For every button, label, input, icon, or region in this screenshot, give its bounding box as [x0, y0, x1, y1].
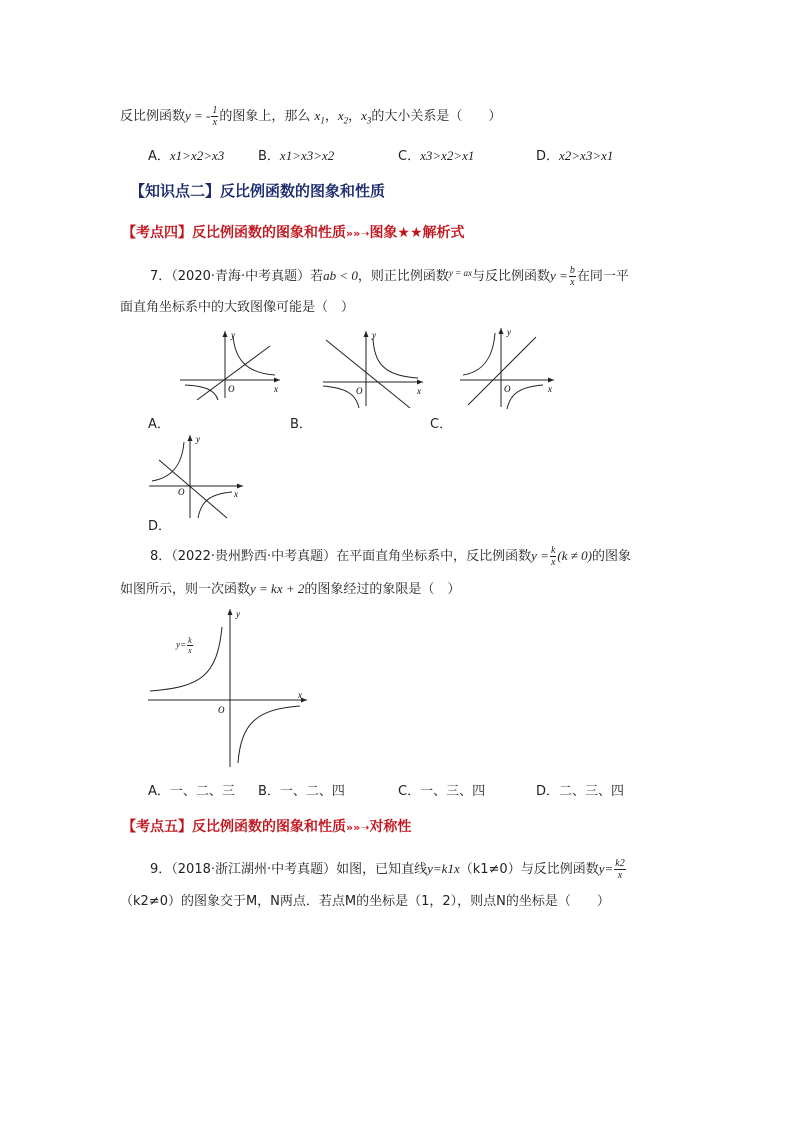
q7d-y-arrow — [188, 435, 193, 441]
q6-func-lhs: y = - — [185, 108, 211, 123]
q8-option-c[interactable]: C．一、三、四 — [398, 784, 486, 799]
q7-option-b[interactable]: B． — [290, 417, 312, 432]
q7c-y-arrow — [499, 328, 504, 334]
q6-stem: 反比例函数y = - $\frac{1}{x}$ 的图象上，那么 $x_1$，$x_2$，$x_3$的大小关系是（ ） — [120, 105, 502, 128]
q7a-y-arrow — [223, 331, 228, 337]
q7b-curve-2 — [323, 386, 359, 408]
q8-stem-line1: 8．（2022·贵州黔西·中考真题）在平面直角坐标系中，反比例函数y = $\frac{k}{x}$ (k ≠ 0)的图象 — [150, 545, 631, 568]
section-title-2: 【知识点二】反比例函数的图象和性质 — [130, 182, 386, 200]
q7a-y-label: y — [231, 330, 235, 340]
q7b-curve-1 — [373, 338, 418, 378]
q7-stem-line1: 7．（2020·青海·中考真题）若ab < 0，则正比例函数$^{y = ax}$与反比例函数y = $\frac{b}{x}$ 在同一平 — [150, 265, 629, 288]
q7a-x-arrow — [274, 378, 280, 383]
q7b-line — [326, 340, 410, 408]
q8-origin-label: O — [218, 705, 225, 715]
q9-stem-line1: 9．（2018·浙江湖州·中考真题）如图，已知直线y=k1x（k1≠0）与反比例函数y= $\frac{k2}{x}$ — [150, 858, 625, 881]
q7a-curve-2 — [185, 385, 218, 400]
q8-curve-quadrant-4 — [238, 706, 300, 763]
q7c-y-label: y — [507, 327, 511, 337]
q7c-curve-2 — [507, 385, 543, 409]
q7d-x-arrow — [237, 484, 243, 489]
q7-graph-d — [147, 432, 247, 520]
q7c-x-label: x — [548, 384, 552, 394]
q6-option-c[interactable]: C．x3>x2>x1 — [398, 148, 475, 164]
q7c-curve-1 — [463, 333, 495, 375]
q6-option-a[interactable]: A．x1>x2>x3 — [148, 148, 225, 164]
q8-y-arrow — [228, 609, 233, 615]
q8-stem-line2: 如图所示，则一次函数y = kx + 2的图象经过的象限是（ ） — [120, 581, 461, 597]
q7b-y-arrow — [364, 331, 369, 337]
q8-option-a[interactable]: A．一、二、三 — [148, 784, 235, 799]
q8-option-b[interactable]: B．一、二、四 — [258, 784, 345, 799]
q7d-y-label: y — [196, 434, 200, 444]
q7-graph-b — [318, 328, 428, 408]
q7b-x-arrow — [417, 380, 423, 385]
q7-f2-frac: $\frac{b}{x}$ — [569, 265, 575, 288]
q7-stem-line2: 面直角坐标系中的大致图像可能是（ ） — [120, 300, 355, 315]
q8-x-label: x — [298, 690, 302, 700]
q6-func-den: x — [212, 117, 218, 128]
q7a-origin-label: O — [228, 384, 235, 394]
q6-x1: $x_1$ — [314, 108, 325, 126]
q6-stem-a: 反比例函数 — [120, 109, 186, 124]
q7-option-a[interactable]: A． — [148, 417, 170, 432]
q7-graph-a — [175, 328, 285, 400]
q6-x2: $x_2$ — [337, 108, 349, 126]
q8-y-label: y — [236, 609, 240, 619]
q7c-x-arrow — [548, 378, 554, 383]
q7-option-d[interactable]: D． — [148, 519, 172, 534]
q8-graph-label: y= $\frac{k}{x}$ — [176, 636, 192, 655]
q7c-line — [468, 337, 536, 405]
q6-option-b[interactable]: B．x1>x3>x2 — [258, 148, 335, 164]
q9-stem-line2: （k2≠0）的图象交于M，N两点．若点M的坐标是（1，2），则点N的坐标是（ ） — [120, 894, 610, 909]
q6-x3: $x_3$ — [361, 108, 372, 126]
q7d-line — [159, 460, 227, 518]
keypoint-5-title: 【考点五】反比例函数的图象和性质»»➝对称性 — [122, 819, 412, 835]
q7a-x-label: x — [274, 384, 278, 394]
q6-func-frac — [211, 105, 218, 128]
q7b-y-label: y — [372, 330, 376, 340]
q8-option-d[interactable]: D．二、三、四 — [536, 784, 625, 799]
q7-graph-c — [458, 325, 558, 410]
q7b-x-label: x — [417, 386, 421, 396]
q8-graph — [145, 605, 315, 770]
q7c-origin-label: O — [504, 384, 511, 394]
q9-f-frac: $\frac{k2}{x}$ — [615, 858, 625, 881]
q7-option-c[interactable]: C． — [430, 417, 453, 432]
q7d-curve-1 — [152, 442, 184, 481]
q6-func-num: 1 — [212, 105, 218, 116]
keypoint-4-title: 【考点四】反比例函数的图象和性质»»➝图象★★解析式 — [122, 225, 465, 241]
q7b-origin-label: O — [356, 386, 363, 396]
q7d-origin-label: O — [178, 487, 185, 497]
q8-f-frac: $\frac{k}{x}$ — [550, 545, 556, 568]
q6-option-d[interactable]: D．x2>x3>x1 — [536, 148, 614, 164]
q7d-curve-2 — [198, 492, 232, 518]
q6-stem-b: 的图象上，那么 — [219, 109, 311, 124]
q7d-x-label: x — [234, 489, 238, 499]
q6-stem-c: 的大小关系是（ ） — [371, 109, 502, 124]
